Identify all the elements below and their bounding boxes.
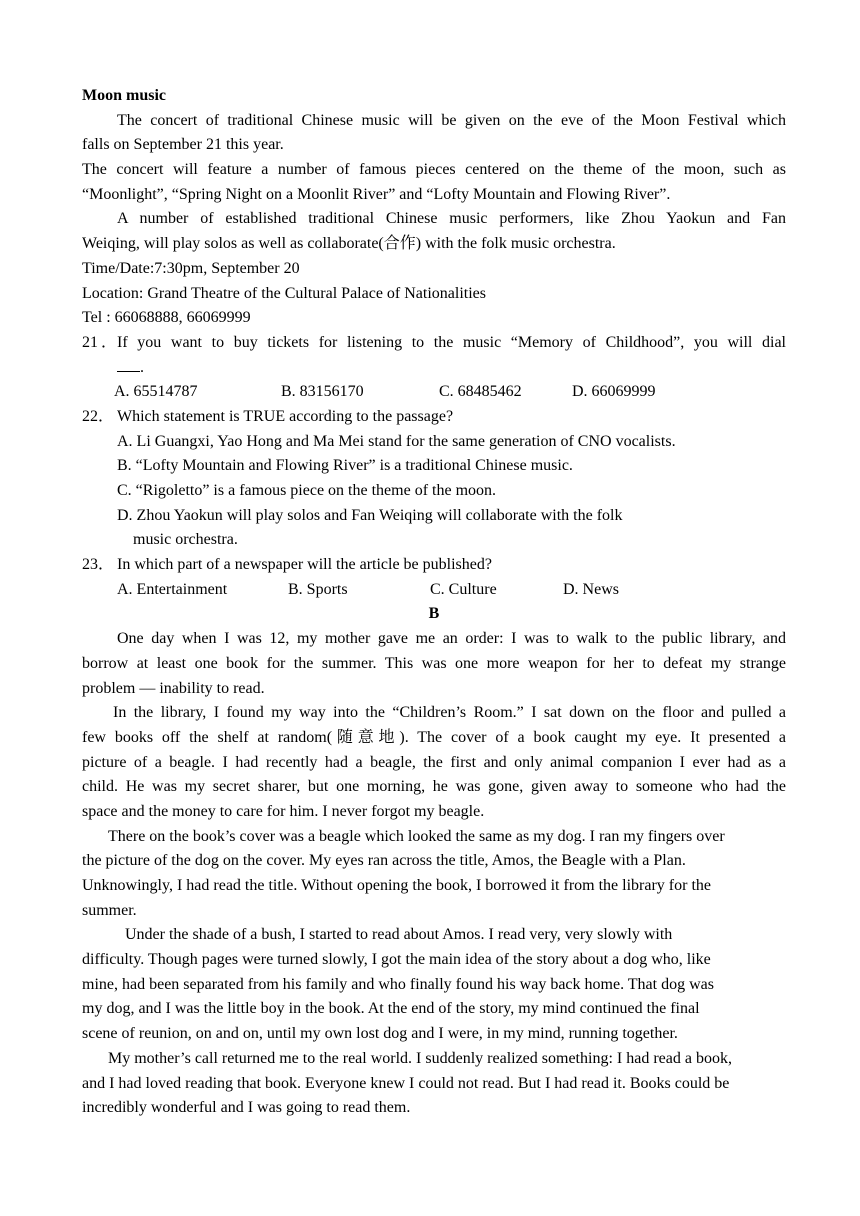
option-b: B. “Lofty Mountain and Flowing River” is a traditional Chinese music.	[117, 457, 573, 475]
paragraph-line: mine, had been separated from his family and who finally found his way back home. That dog was	[82, 975, 714, 993]
paragraph-line: My mother’s call returned me to the real world. I suddenly realized something: I had read a book,	[108, 1049, 732, 1067]
question-text: Which statement is TRUE according to the passage?	[117, 407, 454, 425]
paragraph-line: few books off the shelf at random(随意地). The cover of a book caught my eye. It presented a	[82, 728, 786, 746]
question-text: If you want to buy tickets for listening to the music “Memory of Childhood”, you will dial	[117, 333, 786, 351]
paragraph-line: borrow at least one book for the summer. This was one more weapon for her to defeat my strange	[82, 654, 786, 672]
question-number: 22．	[82, 407, 115, 425]
option-d: D. Zhou Yaokun will play solos and Fan Weiqing will collaborate with the folk	[117, 506, 623, 524]
option-c: C. 68485462	[439, 383, 522, 401]
option-b: B. 83156170	[281, 383, 364, 401]
section-heading: B	[428, 605, 440, 623]
paragraph-line: my dog, and I was the little boy in the book. At the end of the story, my mind continued the final	[82, 1000, 700, 1018]
paragraph-line: falls on September 21 this year.	[82, 136, 284, 154]
paragraph-line: One day when I was 12, my mother gave me an order: I was to walk to the public library, and	[117, 630, 786, 648]
option-c: C. Culture	[430, 580, 497, 598]
paragraph-line: picture of a beagle. I had recently had a beagle, the first and only animal companion I ever had as a	[82, 753, 786, 771]
paragraph-line: space and the money to care for him. I never forgot my beagle.	[82, 802, 485, 820]
option-d: D. 66069999	[572, 383, 656, 401]
paragraph-line: Weiqing, will play solos as well as collaborate(合作) with the folk music orchestra.	[82, 235, 616, 253]
option-a: A. Entertainment	[117, 580, 228, 598]
paragraph-line: difficulty. Though pages were turned slowly, I got the main idea of the story about a dog who, like	[82, 951, 711, 969]
paragraph-line: Unknowingly, I had read the title. Without opening the book, I borrowed it from the library for the	[82, 877, 711, 894]
question-21	[82, 331, 786, 356]
question-21-blank-line	[82, 356, 786, 381]
event-tel: Tel : 66068888, 66069999	[82, 309, 251, 327]
paragraph-line: incredibly wonderful and I was going to read them.	[82, 1099, 411, 1117]
option-d: D. News	[563, 580, 619, 598]
question-text-end: .	[140, 358, 144, 376]
paragraph-line: The concert will feature a number of famous pieces centered on the theme of the moon, such as	[82, 161, 786, 179]
paragraph-line: scene of reunion, on and on, until my own lost dog and I were, in my mind, running together.	[82, 1025, 678, 1043]
question-text: In which part of a newspaper will the article be published?	[117, 556, 492, 574]
option-d-continued: music orchestra.	[133, 531, 238, 549]
option-c: C. “Rigoletto” is a famous piece on the theme of the moon.	[117, 482, 497, 499]
question-23-options	[82, 578, 786, 603]
option-a: A. Li Guangxi, Yao Hong and Ma Mei stand for the same generation of CNO vocalists.	[117, 432, 676, 450]
question-23	[82, 553, 786, 578]
event-location: Location: Grand Theatre of the Cultural Palace of Nationalities	[82, 284, 487, 302]
paragraph-line: Under the shade of a bush, I started to read about Amos. I read very, very slowly with	[125, 926, 673, 944]
question-21-options	[82, 380, 786, 405]
paragraph-line: A number of established traditional Chinese music performers, like Zhou Yaokun and Fan	[117, 210, 786, 228]
question-22	[82, 405, 786, 430]
paragraph-line: In the library, I found my way into the “Children’s Room.” I sat down on the floor and pulled a	[113, 704, 786, 722]
paragraph-line: problem — inability to read.	[82, 679, 265, 697]
paragraph-line: “Moonlight”, “Spring Night on a Moonlit River” and “Lofty Mountain and Flowing River”.	[82, 185, 671, 203]
option-a: A. 65514787	[114, 383, 198, 401]
passage-title: Moon music	[82, 87, 166, 104]
option-b: B. Sports	[288, 580, 348, 598]
answer-blank	[117, 357, 140, 372]
document-page	[82, 84, 786, 1121]
paragraph-line: summer.	[82, 901, 137, 919]
event-time: Time/Date:7:30pm, September 20	[82, 259, 300, 277]
paragraph-line: the picture of the dog on the cover. My eyes ran across the title, Amos, the Beagle with a Plan.	[82, 852, 686, 870]
paragraph-line: and I had loved reading that book. Everyone knew I could not read. But I had read it. Books could be	[82, 1074, 730, 1092]
question-number: 21．	[82, 333, 117, 351]
paragraph-line: The concert of traditional Chinese music will be given on the eve of the Moon Festival which	[117, 111, 786, 129]
question-number: 23．	[82, 556, 115, 574]
paragraph-line: child. He was my secret sharer, but one morning, he was gone, given away to someone who had the	[82, 778, 786, 796]
paragraph-line: There on the book’s cover was a beagle which looked the same as my dog. I ran my fingers over	[108, 827, 725, 845]
